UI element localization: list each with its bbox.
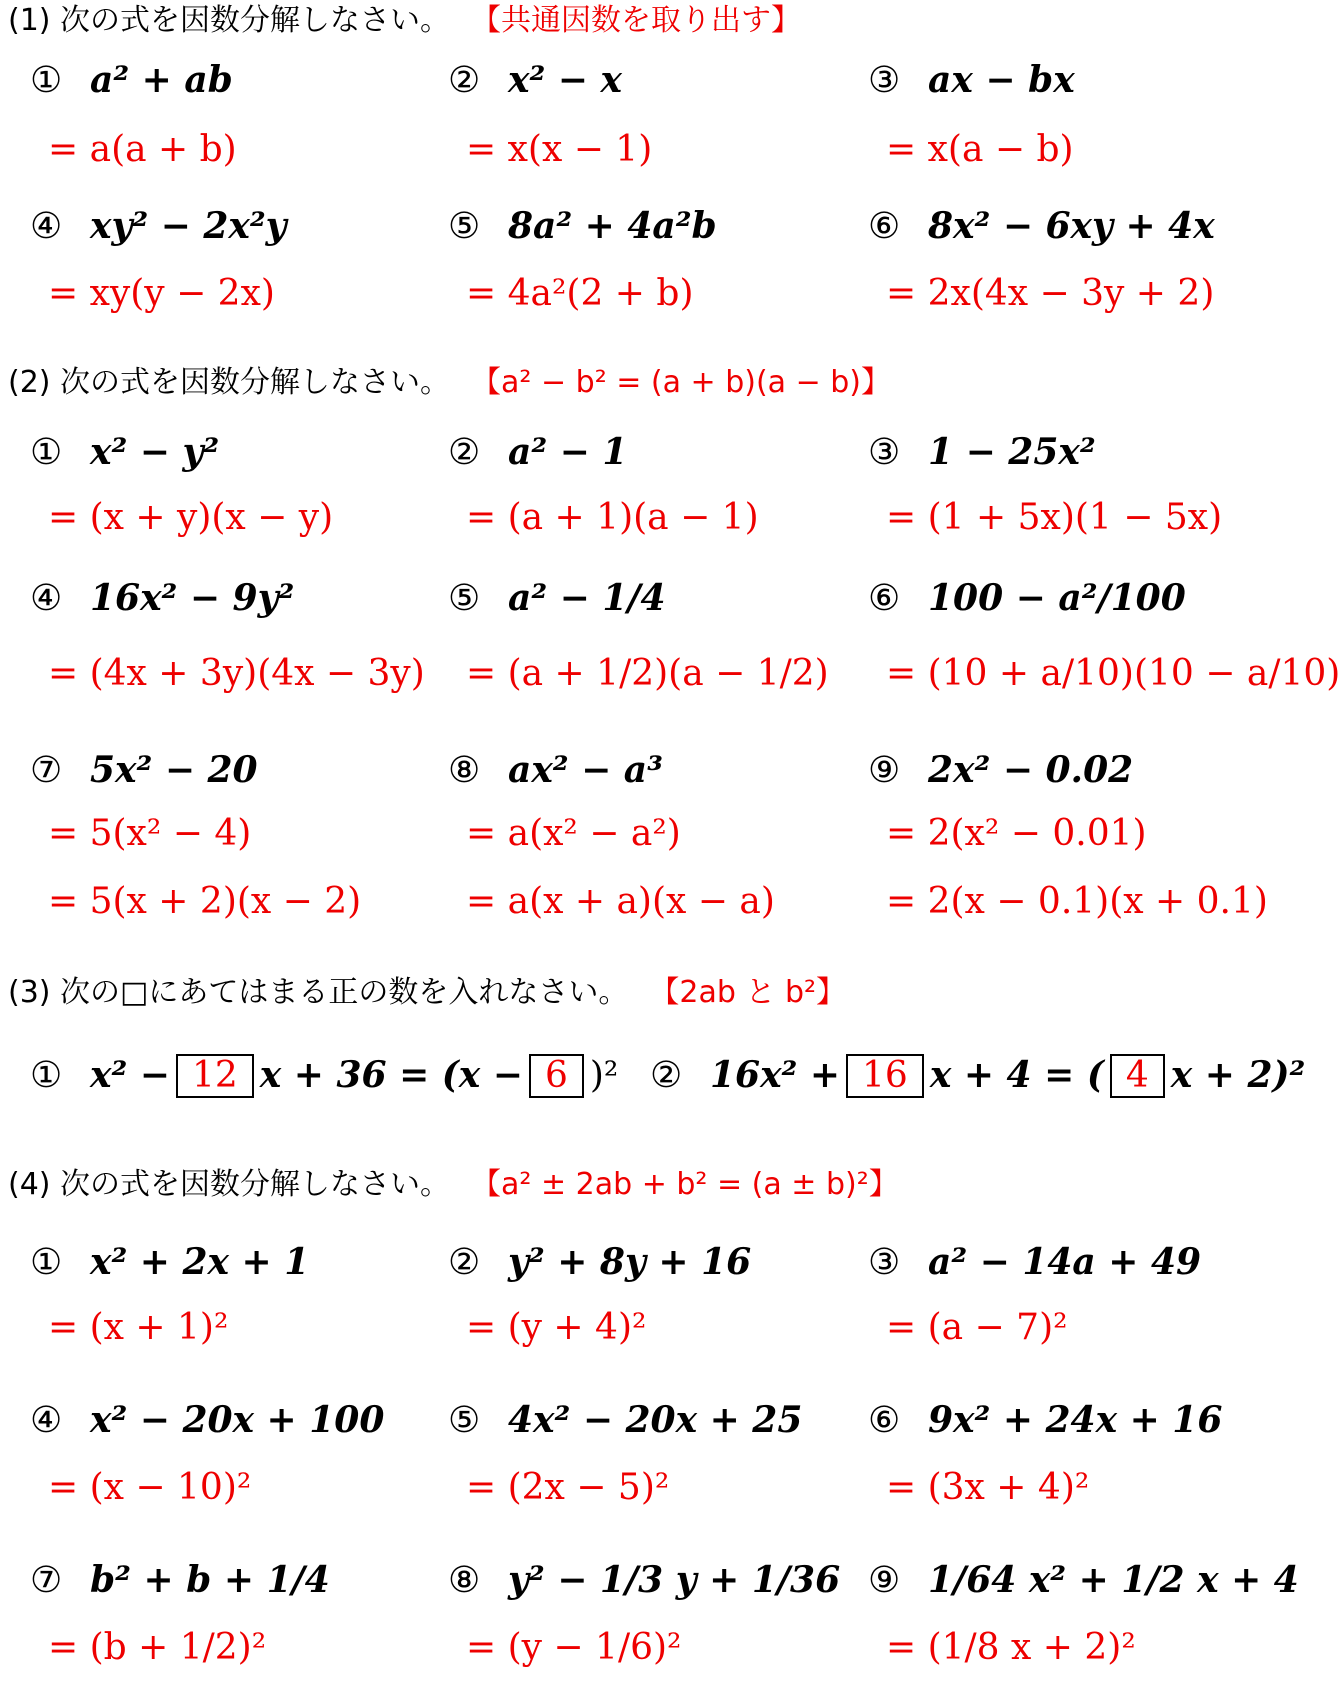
s1-problem-4 [30,205,287,247]
section-3-header [8,975,847,1010]
problem-expression: x² + 2x + 1 [90,1241,310,1283]
problem-expression: 8a² + 4a²b [508,205,717,247]
problem-expression: b² + b + 1/4 [90,1559,330,1601]
problem-number: ② [448,432,481,473]
s2-answer-3: = (1 + 5x)(1 − 5x) [886,497,1223,538]
s4-problem-5 [448,1399,803,1441]
section-1-header [8,3,802,38]
problem-number: ② [448,60,481,101]
s1-answer-4: = xy(y − 2x) [48,273,275,314]
s1-problem-5 [448,205,717,247]
s3-fill-1 [30,1054,618,1098]
problem-number: ⑤ [448,578,481,619]
problem-expression: a² − 14a + 49 [928,1241,1202,1283]
s3-fill-2 [650,1054,1305,1098]
s1-problem-3 [868,59,1075,101]
s2-problem-8 [448,749,663,791]
answer-box: 16 [846,1054,924,1098]
s2-problem-2 [448,431,628,473]
s4-problem-3 [868,1241,1202,1283]
answer-box: 4 [1110,1054,1165,1098]
problem-number: ③ [868,432,901,473]
problem-number: ② [650,1055,683,1096]
problem-expression: 1/64 x² + 1/2 x + 4 [928,1559,1299,1601]
problem-expression: a² + ab [90,59,233,101]
problem-number: ⑤ [448,1400,481,1441]
problem-number: ⑥ [868,578,901,619]
s4-answer-7: = (b + 1/2)² [48,1627,267,1668]
problem-expression: 2x² − 0.02 [928,749,1134,791]
answer-box: 6 [529,1054,584,1098]
s4-answer-8: = (y − 1/6)² [466,1627,682,1668]
problem-number: ③ [868,60,901,101]
problem-number: ③ [868,1242,901,1283]
answer-box: 12 [176,1054,254,1098]
s4-problem-1 [30,1241,310,1283]
problem-number: ⑧ [448,750,481,791]
fill-post: )² [589,1055,619,1096]
problem-number: ① [30,432,63,473]
s2-answer-9b: = 2(x − 0.1)(x + 0.1) [886,881,1268,922]
s2-problem-6 [868,577,1186,619]
section-3-hint: 【2ab と b²】 [664,975,847,1010]
problem-expression: 9x² + 24x + 16 [928,1399,1223,1441]
section-4-title: (4) 次の式を因数分解しなさい。 [8,1167,451,1202]
problem-expression: 4x² − 20x + 25 [508,1399,803,1441]
fill-pre: x² − [90,1054,170,1096]
problem-expression: a² − 1/4 [508,577,666,619]
s4-answer-9: = (1/8 x + 2)² [886,1627,1136,1668]
problem-number: ⑦ [30,1560,63,1601]
problem-expression: x² − 20x + 100 [90,1399,385,1441]
s1-problem-6 [868,205,1215,247]
s2-answer-2: = (a + 1)(a − 1) [466,497,759,538]
s2-answer-9a: = 2(x² − 0.01) [886,813,1147,854]
problem-expression: xy² − 2x²y [90,205,287,247]
problem-expression: y² + 8y + 16 [508,1241,752,1283]
problem-expression: a² − 1 [508,431,628,473]
problem-expression: ax − bx [928,59,1075,101]
problem-number: ④ [30,206,63,247]
s4-problem-2 [448,1241,752,1283]
s2-problem-7 [30,749,258,791]
problem-expression: x² − x [508,59,622,101]
section-2-title: (2) 次の式を因数分解しなさい。 [8,365,451,400]
problem-expression: ax² − a³ [508,749,663,791]
problem-number: ⑤ [448,206,481,247]
section-1-title: (1) 次の式を因数分解しなさい。 [8,3,451,38]
s1-answer-1: = a(a + b) [48,129,237,170]
problem-number: ⑧ [448,1560,481,1601]
problem-number: ⑨ [868,1560,901,1601]
s4-problem-6 [868,1399,1223,1441]
s2-answer-7b: = 5(x + 2)(x − 2) [48,881,362,922]
problem-expression: 100 − a²/100 [928,577,1186,619]
fill-mid: x + 36 = (x − [259,1054,523,1096]
fill-pre: 16x² + [710,1054,841,1096]
problem-number: ② [448,1242,481,1283]
s2-problem-1 [30,431,220,473]
s4-answer-5: = (2x − 5)² [466,1467,670,1508]
section-4-hint: 【a² ± 2ab + b² = (a ± b)²】 [486,1167,899,1202]
s4-answer-2: = (y + 4)² [466,1307,647,1348]
problem-expression: 5x² − 20 [90,749,258,791]
s1-answer-5: = 4a²(2 + b) [466,273,694,314]
s1-answer-6: = 2x(4x − 3y + 2) [886,273,1215,314]
s1-problem-1 [30,59,233,101]
s2-answer-8a: = a(x² − a²) [466,813,681,854]
s4-answer-1: = (x + 1)² [48,1307,229,1348]
s4-answer-3: = (a − 7)² [886,1307,1068,1348]
s2-problem-4 [30,577,295,619]
problem-number: ⑦ [30,750,63,791]
problem-expression: x² − y² [90,431,220,473]
problem-number: ⑥ [868,1400,901,1441]
fill-mid: x + 4 = ( [929,1054,1104,1096]
s4-problem-8 [448,1559,841,1601]
s4-answer-4: = (x − 10)² [48,1467,252,1508]
section-1-hint: 【共通因数を取り出す】 [486,3,802,38]
s2-answer-4: = (4x + 3y)(4x − 3y) [48,653,425,694]
fill-post: x + 2)² [1170,1054,1306,1096]
s1-answer-3: = x(a − b) [886,129,1074,170]
s1-problem-2 [448,59,622,101]
problem-number: ⑥ [868,206,901,247]
s1-answer-2: = x(x − 1) [466,129,653,170]
problem-expression: y² − 1/3 y + 1/36 [508,1559,841,1601]
section-2-hint: 【a² − b² = (a + b)(a − b)】 [486,365,892,400]
s2-answer-7a: = 5(x² − 4) [48,813,252,854]
s2-answer-1: = (x + y)(x − y) [48,497,334,538]
s2-problem-3 [868,431,1096,473]
s4-problem-9 [868,1559,1299,1601]
s4-problem-7 [30,1559,330,1601]
problem-expression: 8x² − 6xy + 4x [928,205,1215,247]
s2-answer-8b: = a(x + a)(x − a) [466,881,775,922]
s4-answer-6: = (3x + 4)² [886,1467,1090,1508]
problem-number: ① [30,1055,63,1096]
problem-number: ④ [30,578,63,619]
s2-problem-5 [448,577,666,619]
problem-expression: 16x² − 9y² [90,577,295,619]
problem-number: ④ [30,1400,63,1441]
problem-expression: 1 − 25x² [928,431,1096,473]
problem-number: ① [30,60,63,101]
s2-answer-5: = (a + 1/2)(a − 1/2) [466,653,829,694]
s2-problem-9 [868,749,1134,791]
section-4-header [8,1167,899,1202]
s4-problem-4 [30,1399,385,1441]
problem-number: ⑨ [868,750,901,791]
section-2-header [8,365,892,400]
section-3-title: (3) 次の□にあてはまる正の数を入れなさい。 [8,975,629,1010]
s2-answer-6: = (10 + a/10)(10 − a/10) [886,653,1340,694]
problem-number: ① [30,1242,63,1283]
